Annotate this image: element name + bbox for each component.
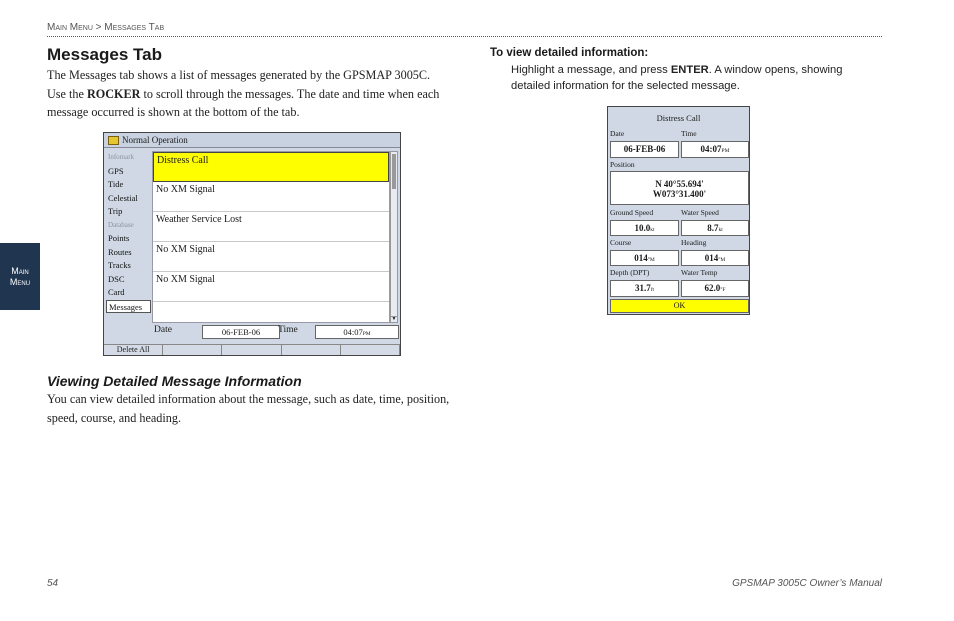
- heading-unit: °M: [718, 257, 726, 263]
- manual-title: GPSMAP 3005C Owner’s Manual: [732, 578, 882, 589]
- message-text: No XM Signal: [156, 274, 215, 285]
- depth-unit: ft: [650, 287, 655, 293]
- procedure-heading: To view detailed information:: [490, 47, 649, 59]
- intro-text-a: The Messages tab shows a list of messages generated by the GPSMAP 3005C. Use the: [47, 68, 431, 101]
- detail-time-value: [681, 141, 749, 158]
- scroll-thumb[interactable]: [392, 154, 396, 189]
- screen-tab-label: Tide: [108, 179, 124, 189]
- ground-speed-label: Ground Speed: [610, 208, 654, 217]
- message-text: Weather Service Lost: [156, 214, 242, 225]
- water-speed-unit: kt: [718, 227, 723, 233]
- water-speed-value: [681, 220, 749, 236]
- water-temp-text: 62.0: [704, 283, 721, 293]
- water-temp-value: [681, 280, 749, 297]
- detail-date-label: Date: [610, 129, 625, 138]
- screen-tab[interactable]: [106, 219, 151, 233]
- message-text: Distress Call: [157, 155, 209, 166]
- side-tab-line2: Menu: [9, 276, 31, 287]
- time-unit: PM: [362, 331, 371, 337]
- time-label: Time: [278, 325, 298, 335]
- screen-title: Normal Operation: [122, 135, 188, 145]
- screen-tab-label: Points: [108, 233, 130, 243]
- message-row[interactable]: [153, 212, 389, 242]
- course-label: Course: [610, 238, 632, 247]
- screen-tab[interactable]: [106, 286, 151, 300]
- screen-tab[interactable]: [106, 192, 151, 206]
- screen-tab-list: [106, 151, 151, 313]
- depth-text: 31.7: [634, 283, 651, 293]
- message-list: [152, 151, 390, 323]
- delete-all-button[interactable]: Delete All: [104, 345, 163, 355]
- latitude-value: N 40°55.694': [655, 179, 704, 189]
- side-tab-line1: Main: [11, 265, 29, 276]
- depth-label: Depth (DPT): [610, 268, 650, 277]
- detail-time-label: Time: [681, 129, 697, 138]
- position-label: Position: [610, 160, 635, 169]
- breadcrumb: Main Menu > Messages Tab: [47, 22, 165, 33]
- header-rule: [47, 36, 882, 37]
- date-label: Date: [154, 325, 172, 335]
- course-text: 014: [634, 253, 648, 263]
- ground-speed-value: [610, 220, 679, 236]
- screen-tab-label: Trip: [108, 206, 123, 216]
- step-bold-enter: ENTER: [670, 64, 709, 76]
- intro-paragraph: [47, 66, 452, 122]
- message-date-time: [152, 325, 398, 341]
- step-text-a: Highlight a message, and press: [511, 64, 671, 76]
- side-tab-main-menu[interactable]: [0, 243, 40, 310]
- position-value: [610, 171, 749, 205]
- procedure-step: [511, 63, 881, 94]
- ground-speed-unit: kt: [650, 227, 655, 233]
- detail-title: Distress Call: [656, 113, 701, 123]
- time-value: [315, 325, 399, 339]
- softkey-button[interactable]: [222, 345, 281, 355]
- screen-tab[interactable]: [106, 246, 151, 260]
- intro-bold-rocker: ROCKER: [86, 86, 141, 101]
- message-scrollbar[interactable]: [390, 151, 398, 323]
- screen-tab-label: Messages: [109, 301, 143, 312]
- screen-tab-label: Infomark: [108, 153, 135, 161]
- course-value: [610, 250, 679, 266]
- message-row[interactable]: [153, 242, 389, 272]
- message-row[interactable]: [153, 182, 389, 212]
- message-text: No XM Signal: [156, 244, 215, 255]
- heading-value: [681, 250, 749, 266]
- screen-tab[interactable]: [106, 259, 151, 273]
- softkey-button[interactable]: [341, 345, 400, 355]
- subheading: Viewing Detailed Message Information: [47, 373, 302, 389]
- time-value-text: 04:07: [343, 327, 363, 337]
- screen-tab[interactable]: [106, 151, 151, 165]
- screen-tab-label: DSC: [108, 273, 125, 284]
- screen-tab[interactable]: [106, 205, 151, 219]
- ground-speed-text: 10.0: [634, 223, 651, 233]
- screen-tab-label: Routes: [108, 246, 132, 257]
- detail-time-unit: PM: [721, 148, 730, 154]
- detail-date-text: 06-FEB-06: [623, 144, 666, 154]
- screen-tab[interactable]: [106, 300, 151, 314]
- page-number: 54: [47, 578, 59, 589]
- folder-icon: [108, 136, 119, 145]
- heading-text: 014: [704, 253, 719, 263]
- longitude-value: W073°31.400': [652, 189, 707, 199]
- depth-value: [610, 280, 679, 297]
- ok-button[interactable]: OK: [610, 299, 749, 313]
- screen-softkey-bar: [104, 344, 400, 355]
- screen-tab-label: Database: [108, 220, 134, 229]
- softkey-button[interactable]: [282, 345, 341, 355]
- section-title: Messages Tab: [47, 45, 162, 64]
- scroll-down-arrow-icon[interactable]: ▼: [391, 317, 397, 322]
- water-speed-text: 8.7: [707, 223, 719, 233]
- message-row[interactable]: [153, 152, 389, 182]
- messages-tab-screenshot: [103, 132, 401, 356]
- screen-tab[interactable]: [106, 165, 151, 179]
- screen-tab-label: Celestial: [108, 192, 138, 203]
- water-temp-unit: °F: [720, 287, 726, 293]
- screen-tab[interactable]: [106, 232, 151, 246]
- detail-date-value: [610, 141, 679, 158]
- screen-tab[interactable]: [106, 178, 151, 192]
- course-unit: °M: [647, 257, 655, 263]
- water-speed-label: Water Speed: [681, 208, 719, 217]
- screen-tab-label: Card: [108, 287, 125, 297]
- intro-text-b: to scroll through the messages. The date and time when each message occurred is shown at the bottom of the tab.: [47, 86, 440, 119]
- screen-tab[interactable]: [106, 273, 151, 287]
- message-row[interactable]: [153, 272, 389, 302]
- screen-title-bar: [104, 133, 400, 148]
- detail-time-text: 04:07: [700, 144, 722, 154]
- water-temp-label: Water Temp: [681, 268, 718, 277]
- softkey-button[interactable]: [163, 345, 222, 355]
- screen-tab-label: Tracks: [108, 260, 131, 270]
- step-text-b: . A window opens, showing detailed information for the selected message.: [511, 64, 843, 92]
- distress-call-screenshot: [607, 106, 750, 315]
- sub-paragraph: You can view detailed information about the message, such as date, time, position, speed, course, and heading.: [47, 392, 450, 425]
- date-value: [202, 325, 280, 339]
- message-text: No XM Signal: [156, 184, 215, 195]
- screen-tab-label: GPS: [108, 165, 124, 176]
- heading-label: Heading: [681, 238, 707, 247]
- date-value-text: 06-FEB-06: [221, 327, 261, 337]
